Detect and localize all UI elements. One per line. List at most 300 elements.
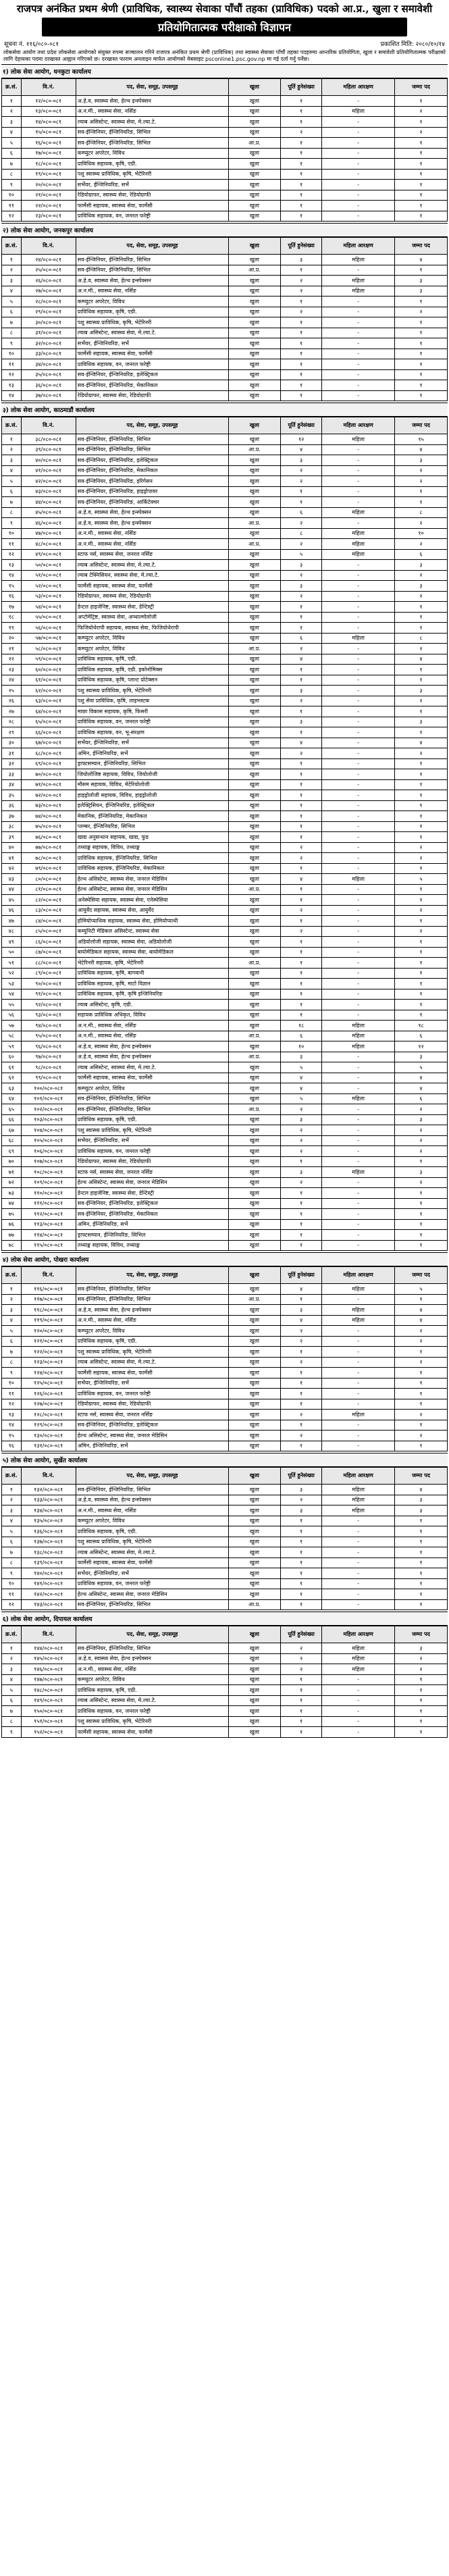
serial-cell: २२ (2, 654, 22, 665)
serial-cell: १ (2, 255, 22, 265)
count-cell: ६ (280, 507, 321, 518)
count-cell: १ (280, 790, 321, 801)
table-row (2, 1135, 448, 1146)
reservation-cell: - (322, 1188, 395, 1199)
group-cell: खुला (229, 349, 281, 359)
total-cell: १ (394, 1389, 447, 1399)
group-cell: खुला (229, 758, 281, 769)
reservation-cell: - (322, 444, 395, 455)
serial-cell: ८ (2, 169, 22, 180)
post-cell: प्राविधिक सहायक, वन, जनरल फरेष्ट्री (76, 1706, 228, 1717)
reservation-cell: - (322, 581, 395, 592)
group-cell: खुला (229, 1315, 281, 1326)
serial-cell: ६८ (2, 1135, 22, 1146)
table-row (2, 328, 448, 338)
post-cell: प्राविधिक सहायक, ईन्जिनियरिङ, सिभिल (76, 853, 228, 864)
table-row (2, 874, 448, 885)
table-row (2, 434, 448, 445)
serial-cell: १२ (2, 369, 22, 380)
group-cell: खुला (229, 1505, 281, 1516)
count-cell: १ (280, 884, 321, 895)
reservation-cell: - (322, 180, 395, 190)
reservation-cell: - (322, 380, 395, 391)
table-row (2, 1083, 448, 1094)
serial-cell: २ (2, 444, 22, 455)
post-cell: रेडियोग्राफर, स्वास्थ्य सेवा, रेडियोग्राफी (76, 591, 228, 602)
advert-number-cell: ११७/०८०-०८१ (21, 1294, 76, 1305)
advert-number-cell: ७२/०८०-०८१ (21, 790, 76, 801)
count-cell: १ (280, 1706, 321, 1717)
post-cell: ड्राफ्टसम्यान, ईन्जिनियरिङ, सिभिल (76, 758, 228, 769)
serial-cell: ३ (2, 1664, 22, 1675)
table-row (2, 1062, 448, 1073)
count-cell: १ (280, 706, 321, 717)
count-cell: २ (280, 1495, 321, 1505)
count-cell: ३ (280, 717, 321, 727)
serial-cell: ७० (2, 1156, 22, 1167)
count-cell: १ (280, 159, 321, 170)
group-cell: आ.प्र. (229, 1599, 281, 1610)
reservation-cell: - (322, 349, 395, 359)
group-cell: आ.प्र. (229, 265, 281, 276)
serial-cell: ६ (2, 486, 22, 497)
total-cell: १ (394, 317, 447, 328)
advert-number-cell: १५२/०८०-०८१ (21, 1727, 76, 1738)
table-row (2, 317, 448, 328)
total-cell: २ (394, 1653, 447, 1664)
reservation-cell: - (322, 1083, 395, 1094)
post-cell: सर्भेयर, ईन्जिनियरिङ, सर्भे (76, 338, 228, 349)
table-row (2, 1495, 448, 1505)
count-cell: २ (280, 696, 321, 706)
column-header: जम्मा पद (394, 1267, 447, 1284)
group-cell: खुला (229, 1643, 281, 1654)
group-cell: खुला (229, 338, 281, 349)
count-cell: १ (280, 117, 321, 128)
count-cell: ३ (280, 560, 321, 571)
reservation-cell: - (322, 1547, 395, 1558)
table-row (2, 497, 448, 508)
post-cell: अ.न.मी., स्वास्थ्य सेवा, नर्सिङ (76, 528, 228, 539)
advert-number-cell: ३९/०८०-०८१ (21, 444, 76, 455)
reservation-cell: - (322, 369, 395, 380)
count-cell: २ (280, 465, 321, 476)
group-cell: खुला (229, 633, 281, 644)
advert-number-cell: ६६/०८०-०८१ (21, 727, 76, 738)
post-cell: डेन्टल हाइजेनिष्ट, स्वास्थ्य सेवा, डेन्टिस्ट्री (76, 1188, 228, 1199)
group-cell: खुला (229, 937, 281, 948)
column-header: पद, सेवा, समूह, उपसमूह (76, 1468, 228, 1485)
post-cell: मेकानिक, ईन्जिनियरिङ, मेकानिकल (76, 811, 228, 822)
reservation-cell: - (322, 169, 395, 180)
advert-number-cell: १२६/०८०-०८१ (21, 1389, 76, 1399)
reservation-cell: - (322, 570, 395, 581)
total-cell: ५ (394, 1284, 447, 1295)
table-row (2, 1378, 448, 1389)
serial-cell: ३० (2, 738, 22, 748)
serial-cell: ७४ (2, 1198, 22, 1209)
advert-number-cell: १३३/०८०-०८१ (21, 1495, 76, 1505)
reservation-cell: - (322, 338, 395, 349)
serial-cell: २३ (2, 665, 22, 675)
total-cell: १ (394, 1010, 447, 1021)
table-row (2, 286, 448, 297)
group-cell: खुला (229, 1706, 281, 1717)
advert-number-cell: १४२/०८०-०८१ (21, 1589, 76, 1600)
table-row (2, 665, 448, 675)
count-cell: १ (280, 811, 321, 822)
column-header: क्र.सं. (2, 238, 22, 255)
group-cell: खुला (229, 1495, 281, 1505)
total-cell: ३ (394, 455, 447, 466)
total-cell: ४ (394, 1485, 447, 1495)
post-cell: सव-ईन्जिनियर, ईन्जिनियरिङ, सिभिल (76, 1599, 228, 1610)
group-cell: खुला (229, 905, 281, 916)
advert-number-cell: ४१/०८०-०८१ (21, 465, 76, 476)
serial-cell: १६ (2, 591, 22, 602)
table-row (2, 644, 448, 654)
group-cell: खुला (229, 1526, 281, 1537)
serial-cell: १० (2, 528, 22, 539)
total-cell: ३ (394, 1495, 447, 1505)
group-cell: खुला (229, 1727, 281, 1738)
serial-cell: २ (2, 106, 22, 117)
serial-cell: ३ (2, 117, 22, 128)
advert-number-cell: १०७/०८०-०८१ (21, 1156, 76, 1167)
serial-cell: ३४ (2, 779, 22, 790)
total-cell: ४ (394, 654, 447, 665)
advert-number-cell: ७९/०८०-०८१ (21, 863, 76, 874)
total-cell: २ (394, 905, 447, 916)
column-header: पूर्ति हुनेसंख्या (280, 1267, 321, 1284)
reservation-cell: - (322, 696, 395, 706)
group-cell: आ.प्र. (229, 1052, 281, 1062)
group-cell: खुला (229, 748, 281, 759)
serial-cell: ७१ (2, 1167, 22, 1178)
total-cell: १ (394, 779, 447, 790)
advert-number-cell: ११९/०८०-०८१ (21, 1315, 76, 1326)
count-cell: १ (280, 1674, 321, 1685)
table-row (2, 832, 448, 843)
post-cell: अ.न.मी., स्वास्थ्य सेवा, नर्सिङ (76, 1021, 228, 1031)
advert-number-cell: ९७/०८०-०८१ (21, 1052, 76, 1062)
table-row (2, 853, 448, 864)
count-cell: १ (280, 1294, 321, 1305)
advert-number-cell: ८५/०८०-०८१ (21, 926, 76, 937)
post-cell: कम्प्युटर अपरेटर, विविध (76, 1326, 228, 1337)
table-row (2, 1516, 448, 1526)
advert-number-cell: १३०/०८०-०८१ (21, 1431, 76, 1441)
post-cell: प्लम्बर, ईन्जिनियरिङ, सिभिल (76, 821, 228, 832)
table-row (2, 989, 448, 1000)
post-cell: हेल्थ असिस्टेन्ट, स्वास्थ्य सेवा, जनरल मेडिसिन (76, 874, 228, 885)
group-cell: खुला (229, 916, 281, 927)
reservation-cell: - (322, 706, 395, 717)
serial-cell: १९ (2, 623, 22, 634)
count-cell: १ (280, 916, 321, 927)
post-cell: पशु स्वास्थ्य प्राविधिक, कृषि, भेटेरिनरी (76, 1716, 228, 1727)
table-row (2, 1505, 448, 1516)
reservation-cell: - (322, 1000, 395, 1010)
group-cell: खुला (229, 159, 281, 170)
advert-number-cell: ७३/०८०-०८१ (21, 800, 76, 811)
serial-cell: ५ (2, 1326, 22, 1337)
column-header: वि.नं. (21, 79, 76, 96)
office-section (1, 1252, 448, 1451)
table-row (2, 390, 448, 401)
count-cell: १ (280, 1526, 321, 1537)
total-cell: २ (394, 1146, 447, 1157)
count-cell: १ (280, 138, 321, 149)
total-cell: १ (394, 1198, 447, 1209)
reservation-cell: - (322, 665, 395, 675)
post-cell: प्राविधिक सहायक, कृषि, एग्री. (76, 1336, 228, 1347)
table-row (2, 696, 448, 706)
total-cell: १ (394, 989, 447, 1000)
vacancy-table (1, 237, 448, 401)
advert-number-cell: ६७/०८०-०८१ (21, 738, 76, 748)
count-cell: १ (280, 602, 321, 613)
reservation-cell: - (322, 644, 395, 654)
count-cell: १ (280, 1389, 321, 1399)
table-row (2, 821, 448, 832)
count-cell: १ (280, 1219, 321, 1230)
reservation-cell: महिला (322, 106, 395, 117)
advert-number-cell: २१/०८०-०८१ (21, 190, 76, 201)
table-row (2, 675, 448, 686)
count-cell: ४ (280, 444, 321, 455)
group-cell: खुला (229, 1177, 281, 1188)
advert-number-cell: ९४/०८०-०८१ (21, 1021, 76, 1031)
group-cell: खुला (229, 180, 281, 190)
reservation-cell: - (322, 1052, 395, 1062)
table-row (2, 349, 448, 359)
advert-number-cell: ७४/०८०-०८१ (21, 811, 76, 822)
advert-number-cell: ३७/०८०-०८१ (21, 390, 76, 401)
post-cell: रेडियोग्राफर, स्वास्थ्य सेवा, रेडियोग्राफी (76, 1399, 228, 1410)
table-row (2, 1653, 448, 1664)
column-header: महिला आरक्षण (322, 238, 395, 255)
serial-cell: ११ (2, 539, 22, 550)
group-cell: खुला (229, 1578, 281, 1589)
post-cell: प्राविधिक सहायक, वन, जनरल फरेष्ट्री (76, 359, 228, 370)
post-cell: पशु स्वास्थ्य प्राविधिक, कृषि, भेटेरिनरी (76, 1125, 228, 1136)
post-cell: अ.न.मी., स्वास्थ्य सेवा, नर्सिङ (76, 106, 228, 117)
table-row (2, 1336, 448, 1347)
reservation-cell: - (322, 947, 395, 958)
table-row (2, 1305, 448, 1316)
group-cell: खुला (229, 979, 281, 989)
table-row (2, 1664, 448, 1675)
total-cell: ३ (394, 1167, 447, 1178)
post-cell: फार्मेसी सहायक, स्वास्थ्य सेवा, फार्मेसी (76, 581, 228, 592)
serial-cell: १४ (2, 390, 22, 401)
column-header: खुला (229, 238, 281, 255)
advert-number-cell: १७/०८०-०८१ (21, 148, 76, 159)
post-cell: कम्प्युटर अपरेटर, विविध (76, 148, 228, 159)
reservation-cell: महिला (322, 1505, 395, 1516)
reservation-cell: - (322, 1294, 395, 1305)
reservation-cell: - (322, 518, 395, 529)
serial-cell: १ (2, 1643, 22, 1654)
advert-number-cell: १५०/०८०-०८१ (21, 1706, 76, 1717)
count-cell: ३ (280, 1305, 321, 1316)
total-cell: १ (394, 612, 447, 623)
post-cell: ल्याब असिस्टेन्ट, स्वास्थ्य सेवा, मे.ल्या.टे. (76, 1547, 228, 1558)
count-cell: २ (280, 1653, 321, 1664)
group-cell: खुला (229, 591, 281, 602)
total-cell: १ (394, 159, 447, 170)
group-cell: आ.प्र. (229, 444, 281, 455)
advert-number-cell: १००/०८०-०८१ (21, 1083, 76, 1094)
column-header: महिला आरक्षण (322, 417, 395, 434)
serial-cell: ४ (2, 465, 22, 476)
group-cell: खुला (229, 1485, 281, 1495)
post-cell: सव-ईन्जिनियर, ईन्जिनियरिङ, सिभिल (76, 444, 228, 455)
serial-cell: ५७ (2, 1021, 22, 1031)
serial-cell: ५४ (2, 989, 22, 1000)
post-cell: सव-ईन्जिनियर, ईन्जिनियरिङ, इलेक्ट्रिकल (76, 1198, 228, 1209)
column-header: वि.नं. (21, 1267, 76, 1284)
serial-cell: ९ (2, 1368, 22, 1379)
table-row (2, 211, 448, 222)
group-cell: खुला (229, 127, 281, 138)
advert-number-cell: १४१/०८०-०८१ (21, 1578, 76, 1589)
table-row (2, 486, 448, 497)
serial-cell: ८ (2, 507, 22, 518)
table-row (2, 1716, 448, 1727)
serial-cell: १० (2, 1378, 22, 1389)
table-row (2, 748, 448, 759)
serial-cell: १७ (2, 602, 22, 613)
reservation-cell: - (322, 201, 395, 211)
advert-number-cell: ७७/०८०-०८१ (21, 842, 76, 853)
count-cell: १० (280, 1041, 321, 1052)
total-cell: १ (394, 968, 447, 979)
post-cell: स्टाफ नर्स, स्वास्थ्य सेवा, जनरल नर्सिङ (76, 549, 228, 560)
group-cell: खुला (229, 380, 281, 391)
reservation-cell: - (322, 1441, 395, 1451)
count-cell: १ (280, 895, 321, 906)
post-cell: ल्याब असिस्टेन्ट, स्वास्थ्य सेवा, मे.ल्या.टे. (76, 328, 228, 338)
count-cell: १ (280, 180, 321, 190)
post-cell: सव-ईन्जिनियर, ईन्जिनियरिङ, सिभिल (76, 138, 228, 149)
group-cell: खुला (229, 1357, 281, 1368)
reservation-cell: - (322, 591, 395, 602)
total-cell: २ (394, 926, 447, 937)
count-cell: २ (280, 1643, 321, 1654)
total-cell: १ (394, 1716, 447, 1727)
total-cell: १ (394, 937, 447, 948)
table-row (2, 1230, 448, 1241)
table-row (2, 686, 448, 696)
table-row (2, 1177, 448, 1188)
count-cell: १ (280, 390, 321, 401)
advert-number-cell: १२०/०८०-०८१ (21, 1326, 76, 1337)
table-row (2, 1441, 448, 1451)
reservation-cell: - (322, 1557, 395, 1568)
count-cell: ४ (280, 1284, 321, 1295)
group-cell: खुला (229, 1431, 281, 1441)
post-cell: प्राविधिक सहायक, कृषि, एग्री. (76, 1685, 228, 1696)
total-cell: २ (394, 591, 447, 602)
advert-number-cell: १८/०८०-०८१ (21, 159, 76, 170)
serial-cell: ११ (2, 201, 22, 211)
reservation-cell: महिला (322, 255, 395, 265)
total-cell: २ (394, 696, 447, 706)
post-cell: आयुर्वेद सहायक, स्वास्थ्य सेवा, आयुर्वेद (76, 905, 228, 916)
post-cell: अ.हे.व, स्वास्थ्य सेवा, हेल्थ इन्स्पेक्सन (76, 1041, 228, 1052)
advert-number-cell: १२१/०८०-०८१ (21, 1336, 76, 1347)
table-row (2, 884, 448, 895)
group-cell: खुला (229, 286, 281, 297)
total-cell: ३ (394, 286, 447, 297)
post-cell: पशु स्वास्थ्य प्राविधिक, कृषि, भेटेरिनरी (76, 1537, 228, 1547)
count-cell: १ (280, 769, 321, 780)
group-cell: आ.प्र. (229, 518, 281, 529)
reservation-cell: महिला (322, 1495, 395, 1505)
advert-number-cell: ४५/०८०-०८१ (21, 507, 76, 518)
total-cell: १ (394, 1219, 447, 1230)
table-row (2, 476, 448, 487)
serial-cell: ५ (2, 1526, 22, 1537)
count-cell: १ (280, 1347, 321, 1358)
total-cell: १ (394, 486, 447, 497)
advert-number-cell: १०८/०८०-०८१ (21, 1167, 76, 1178)
serial-cell: ५६ (2, 1010, 22, 1021)
table-row (2, 1114, 448, 1125)
advert-number-cell: ४७/०८०-०८१ (21, 528, 76, 539)
advert-number-cell: ९१/०८०-०८१ (21, 989, 76, 1000)
total-cell: २ (394, 1135, 447, 1146)
post-cell: अ.हे.व, स्वास्थ्य सेवा, हेल्थ इन्स्पेक्सन (76, 276, 228, 286)
total-cell: ५ (394, 874, 447, 885)
serial-cell: ४७ (2, 916, 22, 927)
count-cell: १ (280, 317, 321, 328)
serial-cell: ४ (2, 1315, 22, 1326)
table-row (2, 1727, 448, 1738)
table-row (2, 1240, 448, 1251)
total-cell: १८ (394, 1021, 447, 1031)
reservation-cell: - (322, 884, 395, 895)
group-cell: खुला (229, 706, 281, 717)
group-cell: खुला (229, 434, 281, 445)
post-cell: अ.हे.व, स्वास्थ्य सेवा, हेल्थ इन्स्पेक्सन (76, 1305, 228, 1316)
advert-number-cell: १४/०८०-०८१ (21, 117, 76, 128)
post-cell: स्टाफ नर्स, स्वास्थ्य सेवा, जनरल नर्सिङ (76, 1410, 228, 1420)
advert-number-cell: ३५/०८०-०८१ (21, 369, 76, 380)
table-row (2, 1219, 448, 1230)
serial-cell: ६ (2, 1537, 22, 1547)
total-cell: २ (394, 106, 447, 117)
column-header: क्र.सं. (2, 79, 22, 96)
group-cell: खुला (229, 276, 281, 286)
column-header: खुला (229, 79, 281, 96)
count-cell: १ (280, 1578, 321, 1589)
reservation-cell: - (322, 748, 395, 759)
group-cell: खुला (229, 190, 281, 201)
post-cell: प्राविधिक सहायक, कृषि, कृषि इन्जिनियरिङ (76, 989, 228, 1000)
office-heading: ६) लोक सेवा आयोग, दिपायल कार्यालय (1, 1612, 448, 1626)
group-cell: खुला (229, 968, 281, 979)
count-cell: २ (280, 1410, 321, 1420)
count-cell: ५ (280, 1062, 321, 1073)
total-cell: १ (394, 832, 447, 843)
count-cell: ४ (280, 1083, 321, 1094)
post-cell: प्राविधिक सहायक, कृषि, एग्री. (76, 159, 228, 170)
total-cell: १ (394, 602, 447, 613)
office-heading: ४) लोक सेवा आयोग, पोखरा कार्यालय (1, 1252, 448, 1266)
